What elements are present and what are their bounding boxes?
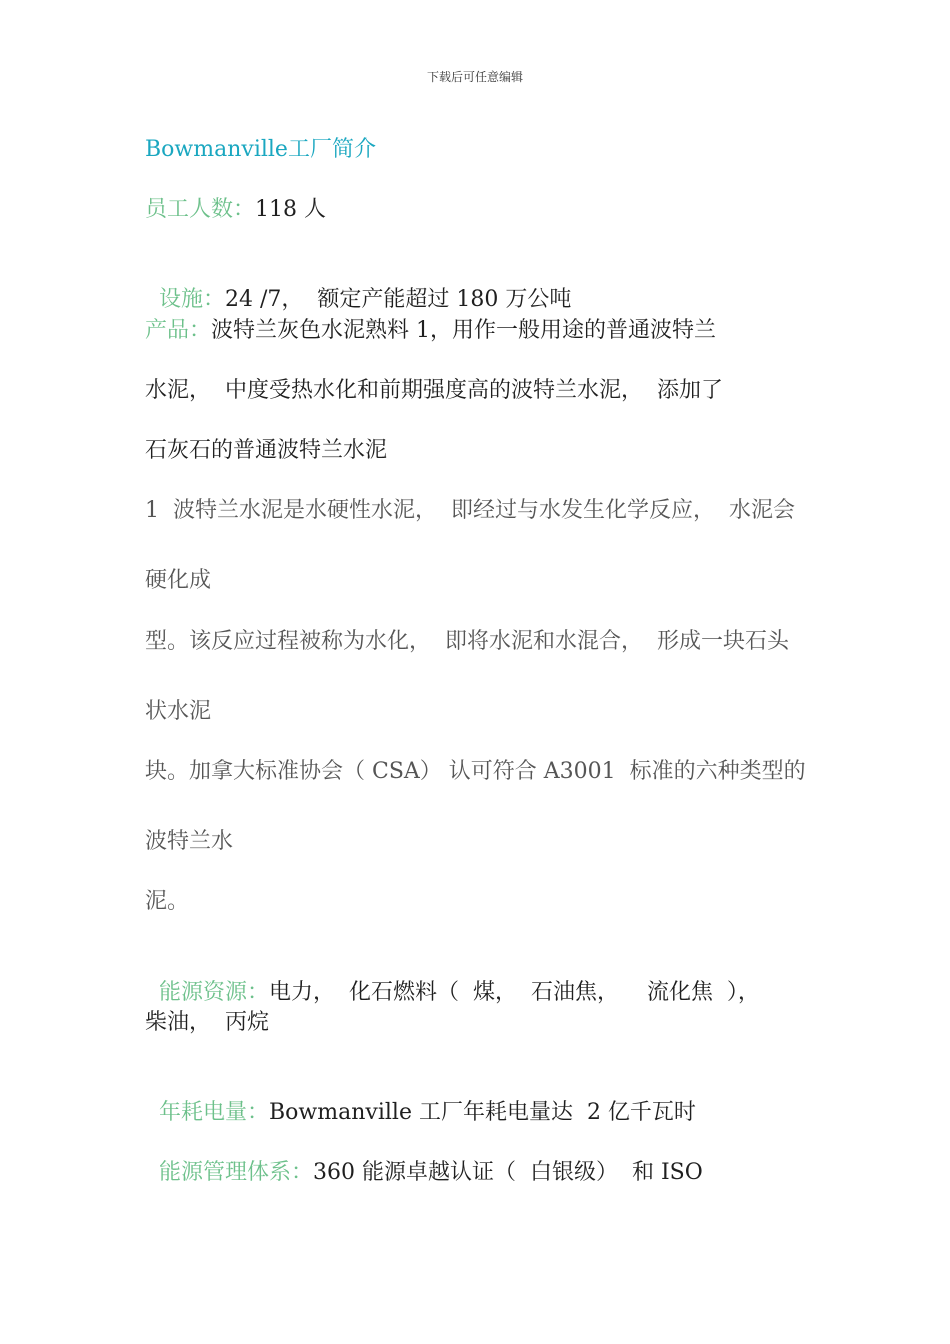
facility-value: 24 /7， 额定产能超过 180 万公吨 — [225, 287, 572, 312]
energy-management-row — [145, 1128, 703, 1188]
footnote-line-6: 波特兰水 — [145, 829, 234, 854]
products-line-1: 波特兰灰色水泥熟料 1，用作一般用途的普通波特兰 — [211, 318, 717, 343]
facility-label: 设施： — [159, 287, 226, 312]
footnote-line-4: 状水泥 — [145, 699, 212, 724]
footnote-line-5: 块。加拿大标准协会（ CSA） 认可符合 A3001 标准的六种类型的 — [145, 759, 806, 784]
document-title: Bowmanville工厂简介 — [145, 137, 376, 162]
footnote-line-7: 泥。 — [145, 889, 190, 914]
page-header: 下载后可任意编辑 — [426, 70, 523, 84]
products-label: 产品： — [145, 318, 212, 343]
energy-sources-label: 能源资源： — [159, 980, 270, 1005]
employees-label: 员工人数： — [145, 197, 256, 222]
products-row — [145, 316, 716, 346]
products-line-2: 水泥， 中度受热水化和前期强度高的波特兰水泥， 添加了 — [145, 378, 723, 403]
annual-power-row — [145, 1068, 696, 1128]
facility-row — [145, 255, 571, 315]
footnote-line-3: 型。该反应过程被称为水化， 即将水泥和水混合， 形成一块石头 — [145, 629, 789, 654]
energy-sources-line-2: 柴油， 丙烷 — [145, 1010, 269, 1035]
annual-power-value: Bowmanville 工厂年耗电量达 2 亿千瓦时 — [269, 1100, 696, 1125]
footnote-line-1: 1 波特兰水泥是水硬性水泥， 即经过与水发生化学反应， 水泥会 — [145, 498, 795, 523]
employees-row — [145, 195, 326, 225]
footnote-line-2: 硬化成 — [145, 568, 212, 593]
energy-sources-line-1: 电力， 化石燃料（ 煤， 石油焦， 流化焦 ）， — [269, 980, 760, 1005]
annual-power-label: 年耗电量： — [159, 1100, 270, 1125]
energy-management-value: 360 能源卓越认证（ 白银级） 和 ISO — [313, 1160, 703, 1185]
products-line-3: 石灰石的普通波特兰水泥 — [145, 438, 388, 463]
energy-sources-row — [145, 948, 760, 1008]
energy-management-label: 能源管理体系： — [159, 1160, 314, 1185]
employees-value: 118 人 — [255, 197, 327, 222]
